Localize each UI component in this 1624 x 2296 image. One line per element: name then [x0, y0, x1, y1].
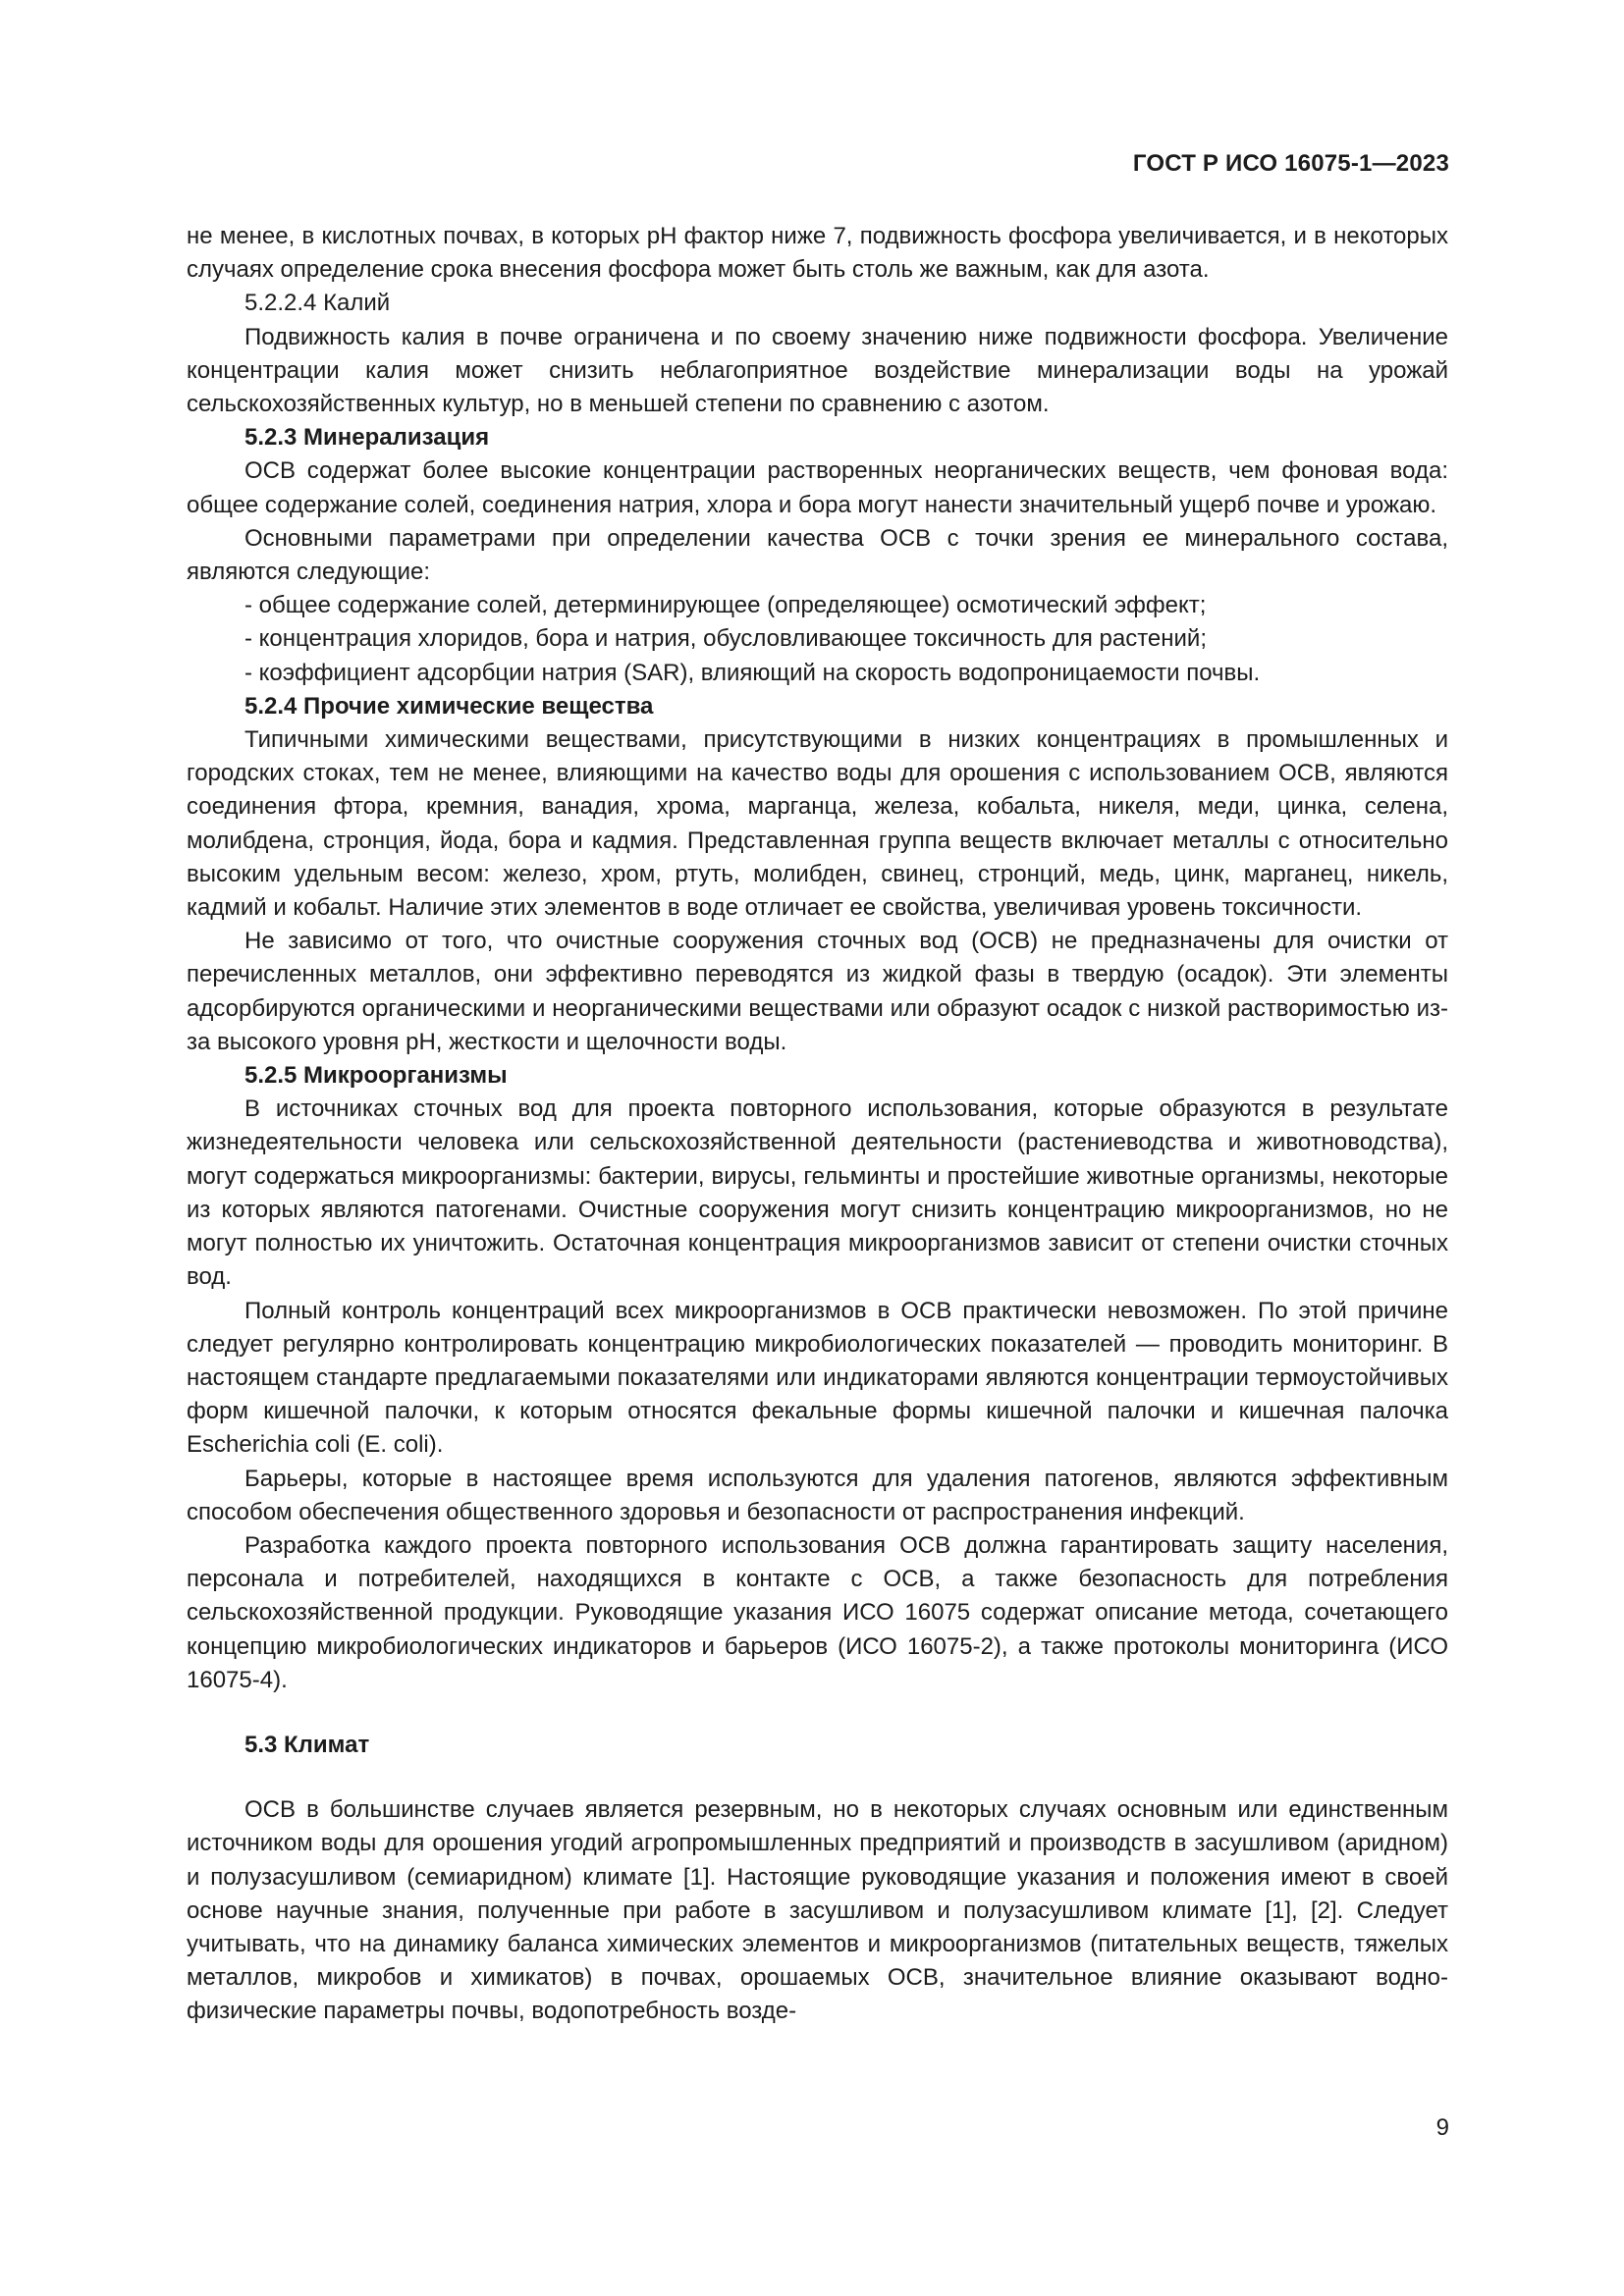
document-body: [187, 220, 1448, 2029]
paragraph-continued: не менее, в кислотных почвах, в которых pH фактор ниже 7, подвижность фосфора увеличивается, и в некоторых случаях определение срока внесения фосфора может быть столь же важным, как для азота.: [187, 223, 1448, 284]
paragraph: Подвижность калия в почве ограничена и по своему значению ниже подвижности фосфора. Увеличение концентрации калия может снизить неблагоприятное воздействие минерализации воды на урожай сельскохозяйственных культур, но в меньшей степени по сравнению с азотом.: [187, 323, 1448, 418]
paragraph: Полный контроль концентраций всех микроорганизмов в ОСВ практически невозможен. По этой причине следует регулярно контролировать концентрацию микробиологических показателей — проводить мониторинг. В настоящем стандарте предлагаемыми показателями или индикаторами являются концентрации термоустойчивых форм кишечной палочки, к которым относятся фекальные формы кишечной палочки и кишечная палочка Escherichia coli (E. coli).: [187, 1297, 1448, 1459]
paragraph: Барьеры, которые в настоящее время используются для удаления патогенов, являются эффективным способом обеспечения общественного здоровья и безопасности от распространения инфекций.: [187, 1465, 1448, 1525]
list-item: - концентрация хлоридов, бора и натрия, обусловливающее токсичность для растений;: [244, 625, 1207, 653]
list-item: - коэффициент адсорбции натрия (SAR), влияющий на скорость водопроницаемости почвы.: [244, 659, 1261, 686]
document-id-header: ГОСТ Р ИСО 16075-1—2023: [1132, 150, 1449, 177]
section-5-3-heading: 5.3 Климат: [244, 1731, 370, 1758]
paragraph: В источниках сточных вод для проекта повторного использования, которые образуются в результате жизнедеятельности человека или сельскохозяйственной деятельности (растениеводства и животноводства), могут содержаться микроорганизмы: бактерии, вирусы, гельминты и простейшие животные организмы, некоторые из которых являются патогенами. Очистные сооружения могут снизить концентрацию микроорганизмов, но не могут полностью их уничтожить. Остаточная концентрация микроорганизмов зависит от степени очистки сточных вод.: [187, 1095, 1448, 1291]
section-5-2-5-heading: 5.2.5 Микроорганизмы: [244, 1062, 508, 1090]
paragraph: Не зависимо от того, что очистные сооружения сточных вод (ОСВ) не предназначены для очистки от перечисленных металлов, они эффективно переводятся из жидкой фазы в твердую (осадок). Эти элементы адсорбируются органическими и неорганическими веществами или образуют осадок с низкой растворимостью из-за высокого уровня pH, жесткости и щелочности воды.: [187, 928, 1448, 1055]
list-item: - общее содержание солей, детерминирующее (определяющее) осмотический эффект;: [244, 592, 1207, 619]
paragraph: Разработка каждого проекта повторного использования ОСВ должна гарантировать защиту населения, персонала и потребителей, находящихся в контакте с ОСВ, а также безопасность для потребления сельскохозяйственной продукции. Руководящие указания ИСО 16075 содержат описание метода, сочетающего концепцию микробиологических индикаторов и барьеров (ИСО 16075-2), а также протоколы мониторинга (ИСО 16075-4).: [187, 1531, 1448, 1693]
section-5-2-2-4-heading: 5.2.2.4 Калий: [244, 290, 391, 317]
paragraph: ОСВ содержат более высокие концентрации растворенных неорганических веществ, чем фоновая вода: общее содержание солей, соединения натрия, хлора и бора могут нанести значительный ущерб почве и урожаю.: [187, 457, 1448, 518]
paragraph: Типичными химическими веществами, присутствующими в низких концентрациях в промышленных и городских стоках, тем не менее, влияющими на качество воды для орошения с использованием ОСВ, являются соединения фтора, кремния, ванадия, хрома, марганца, железа, кобальта, никеля, меди, цинка, селена, молибдена, стронция, йода, бора и кадмия. Представленная группа веществ включает металлы с относительно высоким удельным весом: железо, хром, ртуть, молибден, свинец, стронций, медь, цинк, марганец, никель, кадмий и кобальт. Наличие этих элементов в воде отличает ее свойства, увеличивая уровень токсичности.: [187, 726, 1448, 922]
section-5-2-3-heading: 5.2.3 Минерализация: [244, 424, 490, 452]
paragraph: ОСВ в большинстве случаев является резервным, но в некоторых случаях основным или единственным источником воды для орошения угодий агропромышленных предприятий и производств в засушливом (аридном) и полузасушливом (семиаридном) климате [1]. Настоящие руководящие указания и положения имеют в своей основе научные знания, полученные при работе в засушливом и полузасушливом климате [1], [2]. Следует учитывать, что на динамику баланса химических элементов и микроорганизмов (питательных веществ, тяжелых металлов, микробов и химикатов) в почвах, орошаемых ОСВ, значительное влияние оказывают водно-физические параметры почвы, водопотребность возде-: [187, 1796, 1448, 2025]
paragraph: Основными параметрами при определении качества ОСВ с точки зрения ее минерального состава, являются следующие:: [187, 524, 1448, 586]
section-5-2-4-heading: 5.2.4 Прочие химические вещества: [244, 692, 654, 720]
page-number: 9: [1435, 2114, 1449, 2141]
